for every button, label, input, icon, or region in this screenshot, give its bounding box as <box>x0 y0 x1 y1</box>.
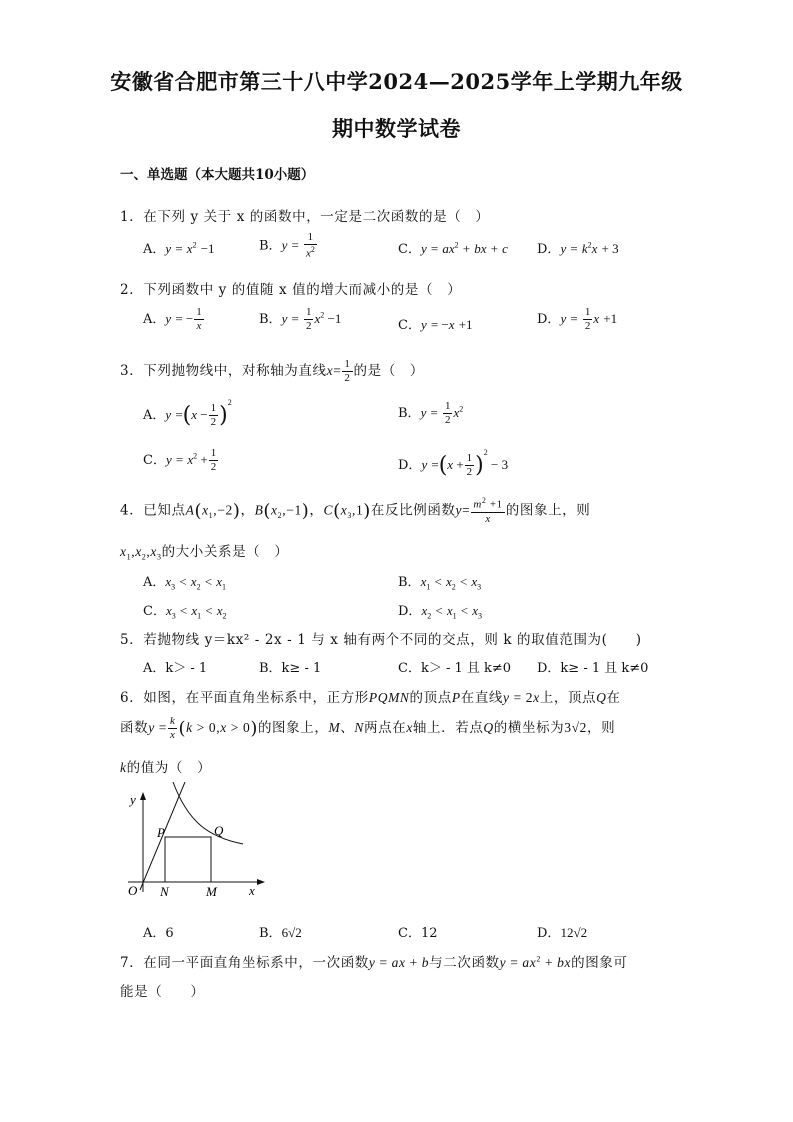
label-y: y <box>130 792 136 807</box>
q4-option-b: B．$x_1 < x_2 < x_3$ <box>398 574 482 592</box>
q2-option-c: C．y = −x +1 <box>398 317 473 333</box>
q1-option-c: C．$y = ax^2$ + bx + c <box>398 240 508 257</box>
q5-option-b: B．k≥ ‑ 1 <box>259 661 322 676</box>
y-axis-arrow <box>140 792 146 800</box>
q3-option-c: C．$y = x^2$ + $\frac{1}{2}$ <box>143 447 217 473</box>
q5-option-a: A．k＞ ‑ 1 <box>143 661 208 676</box>
q3-option-b: B．y = $\frac{1}{2}$ $x^2$ <box>398 400 464 426</box>
q1-stem: 1．在下列 y 关于 x 的函数中，一定是二次函数的是（ ） <box>120 209 490 225</box>
section-heading: 一、单选题（本大题共10小题） <box>120 167 315 183</box>
label-o: O <box>128 883 138 898</box>
q4-option-c: C．$x_3 < x_1 < x_2$ <box>143 603 227 621</box>
label-q: Q <box>214 823 224 838</box>
q6-option-b: B．6√2 <box>259 925 302 941</box>
exam-title-line2: 期中数学试卷 <box>332 116 461 141</box>
q2-option-b: B．y = $\frac{1}{2}$ $x^2 -1$ <box>259 306 342 332</box>
q6-option-c: C．12 <box>398 926 438 941</box>
q7-stem-line1: 7．在同一平面直角坐标系中，一次函数y = ax + b与二次函数$y = ax^2$ + bx的图象可 <box>120 954 628 971</box>
q3-stem: 3．下列抛物线中，对称轴为直线x= $\frac{1}{2}$ 的是（ ） <box>120 358 425 384</box>
q7-stem-line2: 能是（ ） <box>120 984 205 1000</box>
q5-stem: 5．若抛物线 y＝kx² ‑ 2x ‑ 1 与 x 轴有两个不同的交点，则 k 的取值范围为( ) <box>120 632 642 648</box>
q4-stem: 4．已知点$A(x_1,-2)$，$B(x_2,-1)$，$C(x_3,1)$在反比例函数y= $\frac{m^2 +1}{x}$ 的图象上，则 <box>120 496 591 525</box>
q1-option-a: A．$y = x^2 -1$ <box>143 240 215 257</box>
hyperbola-curve <box>173 782 243 844</box>
q6-stem-line3: k的值为（ ） <box>120 760 212 776</box>
q5-option-c: C．k＞ ‑ 1 且 k≠0 <box>398 661 512 676</box>
q4-stem-line2: $x_1,x_2,x_3$的大小关系是（ ） <box>120 544 289 562</box>
x-axis-arrow <box>257 879 265 885</box>
label-p: P <box>157 825 165 840</box>
q4-option-d: D．$x_2 < x_1 < x_3$ <box>398 603 483 621</box>
square-pqmn <box>165 837 211 882</box>
q1-option-d: D．$y = k^2x + 3$ <box>537 240 619 257</box>
q3-option-d: D．y =(x + $\frac{1}{2}$ )$^2$ − 3 <box>398 448 509 478</box>
label-n: N <box>160 884 169 899</box>
q6-stem-line2: 函数y = $\frac{k}{x}$ (k > 0,x > 0)的图象上，M、N两点在x轴上．若点Q的横坐标为3√2，则 <box>120 715 616 741</box>
label-m: M <box>206 884 217 899</box>
q6-figure <box>118 782 268 902</box>
q2-option-a: A．y = − $\frac{1}{x}$ <box>143 306 202 332</box>
q6-option-a: A．6 <box>143 926 174 941</box>
q6-option-d: D．12√2 <box>537 925 588 941</box>
q1-option-b: B．y = $\frac{1}{x^2}$ <box>259 231 315 260</box>
label-x: x <box>249 883 255 898</box>
q4-option-a: A．$x_3 < x_2 < x_1$ <box>143 574 226 592</box>
q5-option-d: D．k≥ ‑ 1 且 k≠0 <box>537 661 649 676</box>
q2-option-d: D．y = $\frac{1}{2}$ x +1 <box>537 306 618 332</box>
q2-stem: 2．下列函数中 y 的值随 x 值的增大而减小的是（ ） <box>120 282 462 298</box>
q6-stem-line1: 6．如图，在平面直角坐标系中，正方形PQMN的顶点P在直线y = 2x上，顶点Q在 <box>120 690 621 706</box>
exam-title-line1: 安徽省合肥市第三十八中学2024—2025学年上学期九年级 <box>110 69 683 94</box>
q3-option-a: A．y =(x − $\frac{1}{2}$ )$^2$ <box>143 398 232 428</box>
